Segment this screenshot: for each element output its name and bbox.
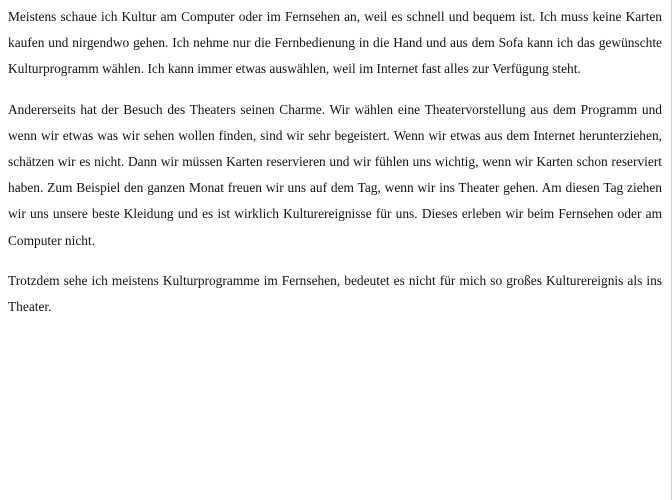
paragraph-3: Trotzdem sehe ich meistens Kulturprogramme im Fernsehen, bedeutet es nicht für mich so großes Kulturereignis als ins Theater. bbox=[8, 272, 662, 315]
paragraph-1: Meistens schaue ich Kultur am Computer oder im Fernsehen an, weil es schnell und bequem ist. Ich muss keine Karten kaufen und nirgendwo gehen. Ich nehme nur die Fernbedienung in die Hand und aus dem Sofa kann ich das gewünschte Kulturprogramm wählen. Ich kann immer etwas auswählen, weil im Internet fast alles zur Verfügung steht. bbox=[8, 9, 662, 77]
paragraph-2: Andererseits hat der Besuch des Theaters seinen Charme. Wir wählen eine Theatervorstellung aus dem Programm und wenn wir etwas was wir sehen wollen finden, sind wir sehr begeistert. Wenn wir etwas aus dem Internet herunterziehen, schätzen wir es nicht. Dann wir müssen Karten reservieren und wir fühlen uns wichtig, wenn wir Karten schon reserviert haben. Zum Beispiel den ganzen Monat freuen wir uns auf dem Tag, wenn wir ins Theater gehen. Am diesen Tag ziehen wir uns unsere beste Kleidung und es ist wirklich Kulturereignisse für uns. Dieses erleben wir beim Fernsehen oder am Computer nicht. bbox=[8, 101, 662, 248]
